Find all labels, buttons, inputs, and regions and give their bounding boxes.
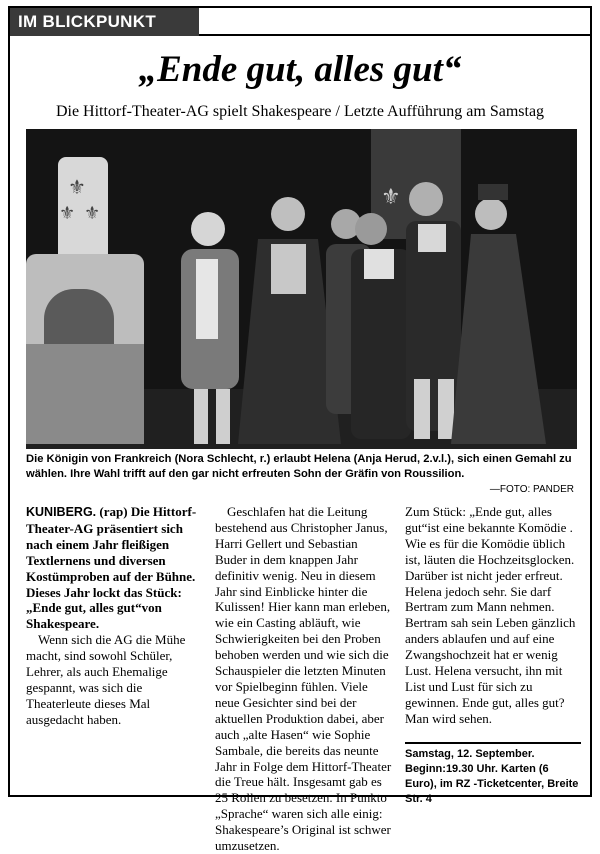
stage-photo: [26, 129, 577, 449]
photo-credit: —FOTO: PANDER: [489, 484, 574, 495]
photo-caption: Die Königin von Frankreich (Nora Schlecht, r.) erlaubt Helena (Anja Herud, 2.v.l.), sich einen Gemahl zu wählen. Ihre Wahl trifft auf den gar nicht erfreuten Sohn der Gräfin von Roussilion.: [26, 453, 572, 480]
event-info-box: Samstag, 12. September. Beginn:19.30 Uhr. Karten (6 Euro), im RZ -Ticketcenter, Breite Str. 4: [405, 742, 581, 807]
article-column-3: [405, 504, 580, 727]
article-column-2: [215, 504, 392, 854]
stage-photo-image: [26, 129, 577, 449]
section-label: IM BLICKPUNKT: [10, 8, 199, 36]
section-rule: [199, 8, 590, 36]
article-column-1: [26, 504, 202, 728]
newspaper-clipping: [8, 6, 592, 854]
lead-paragraph: (rap) Die Hittorf-Theater-AG präsentiert sich nach einem Jahr fleißigen Textlernens und diversen Kostümproben auf der Bühne. Dieses Jahr lockt das Stück:„Ende gut, alles gut“von Shakespeare.: [26, 504, 197, 632]
svg-text:⚜: ⚜: [84, 203, 101, 224]
dateline: KUNIBERG.: [26, 505, 97, 519]
svg-text:⚜: ⚜: [68, 175, 86, 199]
svg-text:⚜: ⚜: [59, 203, 76, 224]
paragraph-3: Zum Stück: „Ende gut, alles gut“ist eine bekannte Komödie . Wie es für die Komödie üblich ist, läuten die Hochzeitsglocken. Darüber ist nicht jeder erfreut. Helena jedoch sehr. Sie darf Bertram zum Mann nehmen. Bertram sah sein Leben gänzlich anders ablaufen und auf eine Zwangshochzeit hat er wenig Lust. Helena versucht, ihn mit List und Lust für sich zu gewinnen. Ende gut, alles gut? Man wird sehen.: [405, 504, 576, 726]
paragraph-2: Geschlafen hat die Leitung bestehend aus Christopher Janus, Harri Gellert und Sebastian Buder in dem knappen Jahr definitiv wenig. Neu in diesem Jahr sind Einblicke hinter die Kulissen! Hier kann man erleben, wie ein Casting abläuft, wie Schwierigkeiten bei den Proben behoben werden und wie sich die Schauspieler die letzten Minuten vor Spielbeginn fühlen. Viele neue Gesichter sind bei der aktuellen Produktion dabei, aber auch „alte Hasen“ wie Sophie Sambale, die bereits das neunte Jahr in Folge dem Hittorf-Theater die Treue hält. Insgesamt gab es 25 Rollen zu besetzen. In Punkto „Sprache“ waren sich alle einig: Shakespeare’s Original ist schwer umzusetzen.: [215, 504, 392, 854]
headline: „Ende gut, alles gut“: [138, 49, 462, 90]
svg-text:⚜: ⚜: [381, 185, 401, 210]
subheadline: Die Hittorf-Theater-AG spielt Shakespeare / Letzte Aufführung am Samstag: [55, 103, 545, 120]
paragraph-1: Wenn sich die AG die Mühe macht, sind sowohl Schüler, Lehrer, als auch Ehemalige gespannt, was sich die Theaterleute dieses Mal ausgedacht haben.: [26, 632, 186, 727]
